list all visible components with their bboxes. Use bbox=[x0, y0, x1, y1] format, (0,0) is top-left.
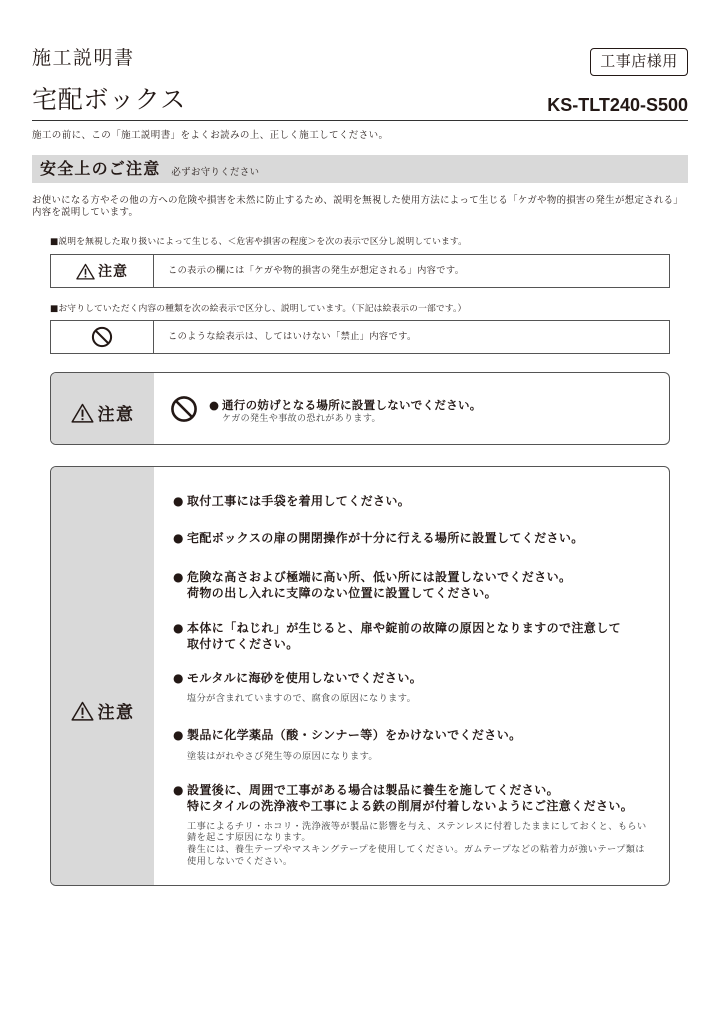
safety-description bbox=[32, 195, 683, 219]
caution-item-text: 取付工事には手袋を着用してください。 bbox=[187, 494, 411, 508]
prohibition-icon bbox=[170, 395, 198, 423]
intro-text: 施工の前に、この「施工説明書」をよくお読みの上、正しく施工してください。 bbox=[32, 130, 389, 141]
caution-item-text: 危険な高さおよび極端に高い所、低い所には設置しないでください。 bbox=[187, 570, 572, 584]
caution-label-text: 注意 bbox=[98, 264, 128, 280]
caution-item-text: 特にタイルの洗浄液や工事による鉄の削屑が付着しないようにご注意ください。 bbox=[187, 798, 634, 813]
bullet: ● bbox=[173, 531, 184, 545]
symbol-legend bbox=[50, 320, 670, 354]
list-item bbox=[173, 728, 522, 763]
list-item bbox=[173, 531, 584, 547]
bullet: ● bbox=[173, 783, 184, 797]
severity-legend-text: この表示の欄には「ケガや物的損害の発生が想定される」内容です。 bbox=[168, 265, 465, 276]
caution-item-note: 錆を起こす原因になります。 bbox=[187, 832, 311, 844]
warning-triangle-icon bbox=[71, 403, 94, 423]
bullet: ● bbox=[173, 621, 184, 635]
list-item bbox=[209, 398, 482, 425]
caution-item-note: 塗装はがれやさび発生等の原因になります。 bbox=[187, 751, 379, 762]
severity-note: ■説明を無視した取り扱いによって生じる、＜危害や損害の程度＞を次の表示で区分し説明しています。 bbox=[50, 237, 467, 247]
caution-label bbox=[51, 400, 154, 425]
list-item bbox=[173, 783, 647, 867]
list-item bbox=[173, 494, 410, 510]
list-item bbox=[173, 671, 422, 705]
caution-item-text: 本体に「ねじれ」が生じると、扉や錠前の故障の原因となりますので注意して bbox=[187, 621, 622, 635]
list-item bbox=[173, 570, 571, 601]
document-type-title: 施工説明書 bbox=[32, 47, 135, 69]
safety-description-line: お使いになる方やその他の方への危険や損害を未然に防止するため、説明を無視した使用方法によって生じる「ケガや物的損害の発生が想定される」 bbox=[32, 195, 684, 206]
caution-item-text: 製品に化学薬品（酸・シンナー等）をかけないでください。 bbox=[187, 728, 522, 742]
header-divider bbox=[32, 120, 688, 121]
caution-box-prohibited bbox=[50, 372, 670, 445]
section-title: 安全上のご注意 bbox=[40, 159, 161, 178]
severity-legend bbox=[50, 254, 670, 288]
safety-description-line: 内容を説明しています。 bbox=[32, 207, 139, 218]
caution-label-text: 注意 bbox=[97, 703, 135, 723]
symbol-legend-text: このような絵表示は、してはいけない「禁止」内容です。 bbox=[168, 331, 417, 342]
caution-item-note: 使用しないでください。 bbox=[187, 855, 293, 867]
caution-label bbox=[76, 261, 128, 281]
bullet: ● bbox=[173, 671, 184, 685]
caution-item-note: ケガの発生や事故の恐れがあります。 bbox=[222, 413, 381, 424]
caution-item-note: 塩分が含まれていますので、腐食の原因になります。 bbox=[187, 693, 417, 704]
bullet: ● bbox=[173, 728, 184, 742]
prohibition-icon bbox=[91, 326, 113, 348]
caution-label bbox=[51, 698, 154, 723]
caution-label-cell bbox=[51, 373, 154, 444]
caution-label-cell bbox=[51, 467, 154, 885]
section-subtitle: 必ずお守りください bbox=[171, 166, 260, 178]
caution-item-text: 取付けてください。 bbox=[187, 636, 299, 651]
audience-badge: 工事店様用 bbox=[590, 48, 688, 76]
caution-item-text: 荷物の出し入れに支障のない位置に設置してください。 bbox=[187, 585, 498, 600]
symbol-note: ■お守りしていただく内容の種類を次の絵表示で区分し、説明しています。（下記は絵表示の一部です。） bbox=[50, 304, 467, 314]
caution-item-text: 設置後に、周囲で工事がある場合は製品に養生を施してください。 bbox=[187, 783, 560, 797]
caution-item-text: 通行の妨げとなる場所に設置しないでください。 bbox=[222, 397, 482, 412]
warning-triangle-icon bbox=[76, 263, 95, 280]
bullet: ● bbox=[173, 570, 184, 584]
product-name-title: 宅配ボックス bbox=[32, 85, 186, 114]
severity-label-cell bbox=[51, 255, 154, 287]
warning-triangle-icon bbox=[71, 701, 94, 721]
bullet: ● bbox=[209, 397, 220, 412]
list-item bbox=[173, 621, 621, 652]
caution-box-general bbox=[50, 466, 670, 886]
caution-item-text: 宅配ボックスの扉の開閉操作が十分に行える場所に設置してください。 bbox=[187, 531, 584, 545]
symbol-icon-cell bbox=[51, 321, 154, 353]
safety-section-header bbox=[32, 155, 688, 183]
caution-item-note: 養生には、養生テープやマスキングテープを使用してください。ガムテープなどの粘着力が強いテープ類は bbox=[187, 843, 645, 855]
caution-item-text: モルタルに海砂を使用しないでください。 bbox=[187, 671, 423, 685]
bullet: ● bbox=[173, 494, 184, 508]
model-number: KS-TLT240-S500 bbox=[547, 95, 688, 115]
caution-label-text: 注意 bbox=[97, 405, 135, 425]
caution-item-note: 工事によるチリ・ホコリ・洗浄液等が製品に影響を与え、ステンレスに付着したままにしておくと、もらい bbox=[187, 820, 647, 832]
